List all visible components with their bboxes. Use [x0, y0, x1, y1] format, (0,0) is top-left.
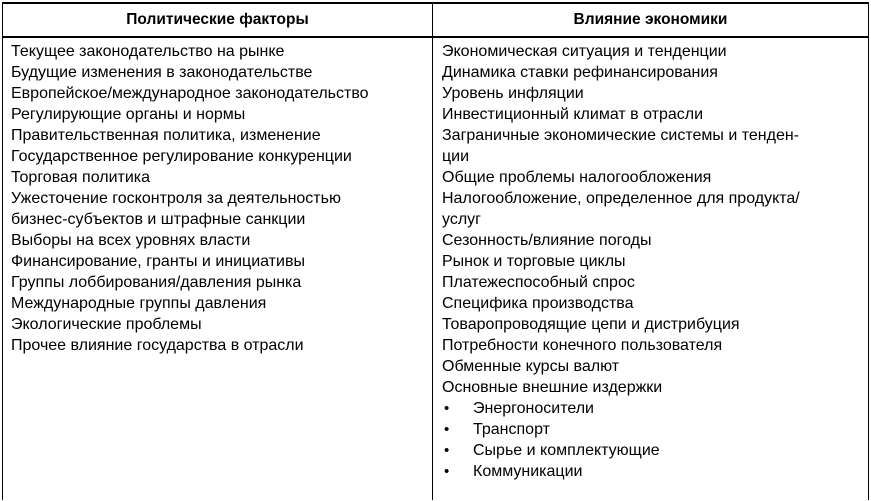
- list-item: Специфика производства: [442, 295, 634, 312]
- list-item: Регулирующие органы и нормы: [11, 106, 246, 123]
- list-item: Правительственная политика, изменение: [11, 127, 321, 144]
- list-item: ции: [442, 148, 470, 165]
- bullet-icon: •: [444, 463, 450, 480]
- list-item: Группы лоббирования/давления рынка: [11, 274, 302, 291]
- header-political: Политические факторы: [126, 11, 309, 28]
- list-item: Налогообложение, определенное для продукта/: [442, 190, 800, 207]
- economic-factors-list: [442, 41, 862, 482]
- list-item: Основные внешние издержки: [442, 379, 663, 396]
- bullet-item-label: Транспорт: [473, 421, 550, 438]
- list-item: Динамика ставки рефинансирования: [442, 64, 718, 81]
- column-divider: [432, 4, 433, 500]
- list-item: Торговая политика: [11, 169, 151, 186]
- list-item: Прочее влияние государства в отрасли: [11, 337, 304, 354]
- list-item: Инвестиционный климат в отрасли: [442, 106, 704, 123]
- political-factors-list: [11, 41, 429, 356]
- list-item: Общие проблемы налогообложения: [442, 169, 712, 186]
- list-item: Обменные курсы валют: [442, 358, 620, 375]
- list-item: Финансирование, гранты и инициативы: [11, 253, 305, 270]
- bullet-list-item: [442, 440, 862, 461]
- list-item: Сезонность/влияние погоды: [442, 232, 652, 249]
- list-item: услуг: [442, 211, 481, 228]
- list-item: Экономическая ситуация и тенденции: [442, 43, 727, 60]
- list-item: Потребности конечного пользователя: [442, 337, 723, 354]
- list-item: Платежеспособный спрос: [442, 274, 635, 291]
- bullet-item-label: Энергоносители: [473, 400, 594, 417]
- list-item: Будущие изменения в законодательстве: [11, 64, 313, 81]
- bullet-icon: •: [444, 400, 450, 417]
- list-item: Рынок и торговые циклы: [442, 253, 626, 270]
- list-item: Международные группы давления: [11, 295, 267, 312]
- list-item: Ужесточение госконтроля за деятельностью: [11, 190, 341, 207]
- list-item: Товаропроводящие цепи и дистрибуция: [442, 316, 740, 333]
- list-item: Государственное регулирование конкуренции: [11, 148, 352, 165]
- list-item: Текущее законодательство на рынке: [11, 43, 285, 60]
- list-item: Уровень инфляции: [442, 85, 584, 102]
- factors-table: [2, 2, 869, 500]
- list-item: Заграничные экономические системы и тенден-: [442, 127, 800, 144]
- bullet-icon: •: [444, 442, 450, 459]
- bullet-item-label: Коммуникации: [473, 463, 583, 480]
- bullet-list-item: [442, 419, 862, 440]
- list-item: Экологические проблемы: [11, 316, 202, 333]
- list-item: бизнес-субъектов и штрафные санкции: [11, 211, 306, 228]
- header-economic: Влияние экономики: [573, 11, 728, 28]
- list-item: Выборы на всех уровнях власти: [11, 232, 251, 249]
- bullet-item-label: Сырье и комплектующие: [473, 442, 660, 459]
- header-divider: [3, 36, 868, 38]
- bullet-icon: •: [444, 421, 450, 438]
- list-item: Европейское/международное законодательство: [11, 85, 369, 102]
- bullet-list-item: [442, 461, 862, 482]
- bullet-list-item: [442, 398, 862, 419]
